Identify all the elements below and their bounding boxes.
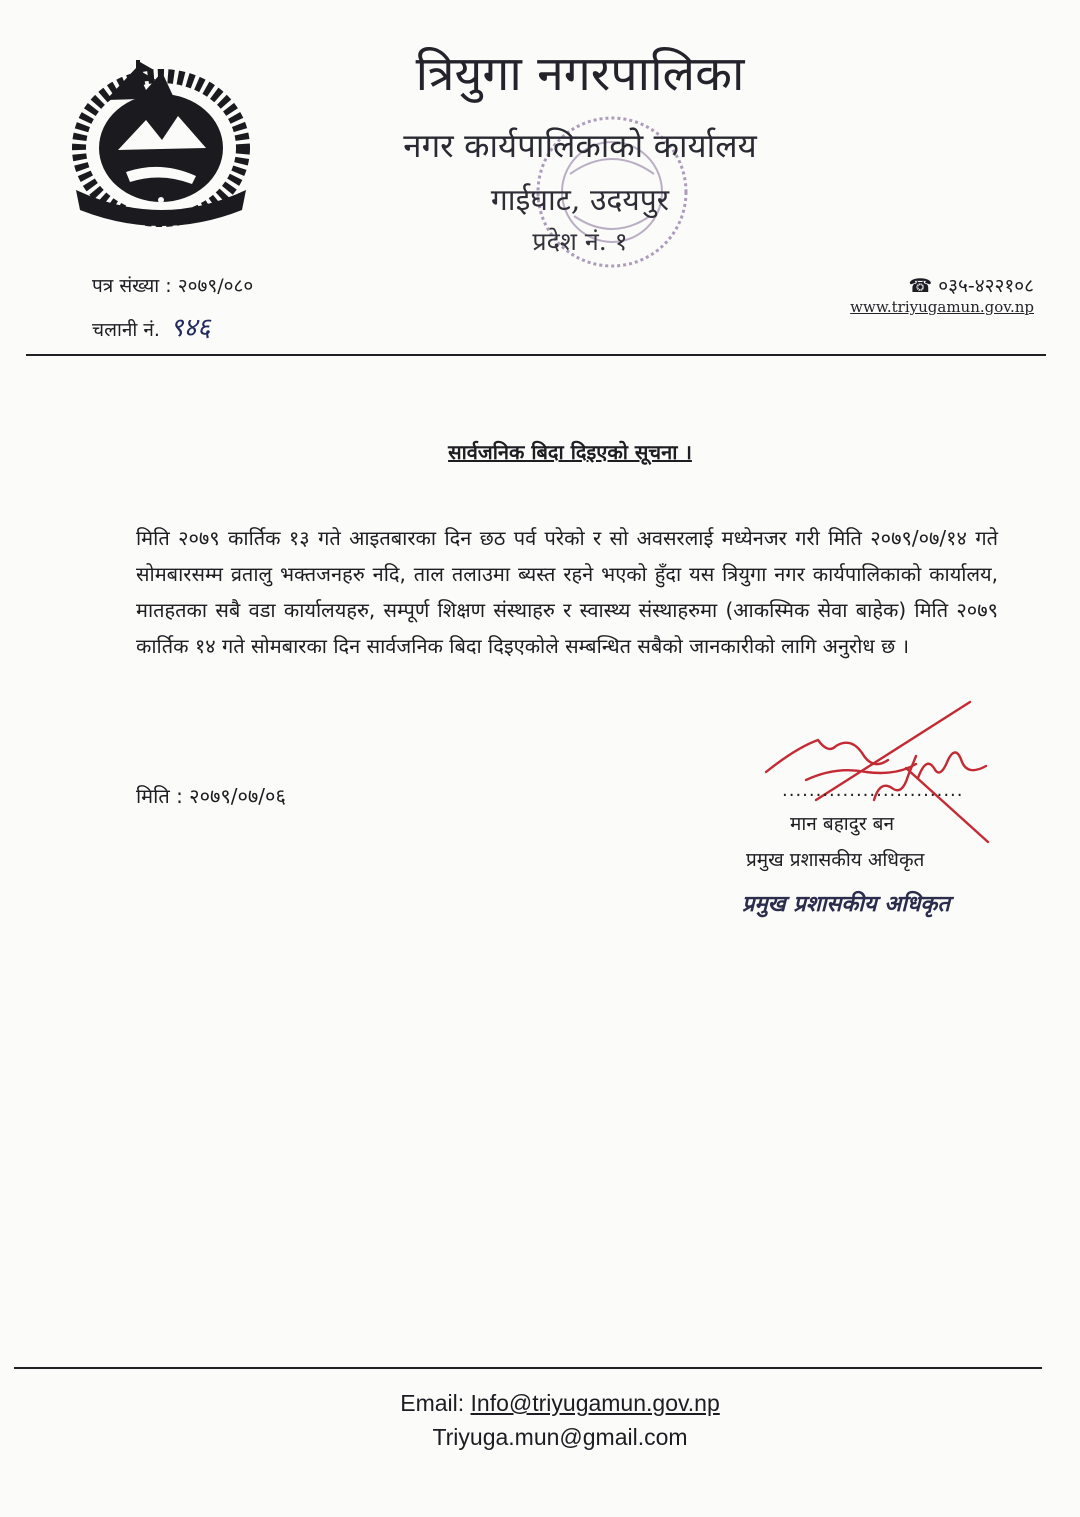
dispatch-number-handwritten: ९४६: [169, 313, 211, 343]
notice-body: मिति २०७९ कार्तिक १३ गते आइतबारका दिन छठ पर्व परेको र सो अवसरलाई मध्येनजर गरी मिति २०७९/०७/१४ गते सोमबारसम्म व्रतालु भक्तजनहरु नदि, ताल तलाउमा ब्यस्त रहने भएको हुँदा यस त्रियुगा नगर कार्यपालिकाको कार्यालय, मातहतका सबै वडा कार्यालयहरु, सम्पूर्ण शिक्षण संस्थाहरु र स्वास्थ्य संस्थाहरुमा (आकस्मिक सेवा बाहेक) मिति २०७९ कार्तिक १४ गते सोमबारका दिन सार्वजनिक बिदा दिइएकोले सम्बन्धित सबैको जानकारीको लागि अनुरोध छ ।: [136, 526, 998, 658]
website-link[interactable]: www.triyugamun.gov.np: [850, 298, 1034, 316]
signatory-designation: प्रमुख प्रशासकीय अधिकृत: [746, 849, 925, 871]
office-name: नगर कार्यपालिकाको कार्यालय: [403, 126, 757, 165]
dispatch-number: [92, 308, 211, 344]
footer-divider: [14, 1367, 1042, 1369]
notice-heading: सार्वजनिक बिदा दिइएको सूचना ।: [448, 440, 692, 464]
nepal-emblem-icon: [66, 60, 256, 230]
letter-number: पत्र संख्या : २०७९/०८०: [92, 275, 254, 297]
signature-dotted-line: ...........................: [782, 780, 964, 801]
email-link-primary[interactable]: Info@triyugamun.gov.np: [470, 1390, 720, 1416]
dispatch-label: चलानी नं.: [92, 319, 160, 341]
email-label: Email:: [400, 1390, 465, 1416]
designation-seal-stamp: प्रमुख प्रशासकीय अधिकृत: [742, 891, 950, 917]
phone-number: ☎ ०३५-४२२१०८: [908, 275, 1034, 297]
province-name: प्रदेश नं. १: [532, 227, 628, 256]
signatory-name: मान बहादुर बन: [790, 813, 895, 835]
notice-date: मिति : २०७९/०७/०६: [136, 784, 286, 808]
municipality-name: त्रियुगा नगरपालिका: [415, 46, 745, 102]
header-divider: [26, 354, 1046, 356]
office-address: गाईघाट, उदयपुर: [490, 183, 670, 218]
email-link-secondary[interactable]: Triyuga.mun@gmail.com: [432, 1424, 688, 1450]
footer-email-primary: [0, 1390, 1080, 1417]
